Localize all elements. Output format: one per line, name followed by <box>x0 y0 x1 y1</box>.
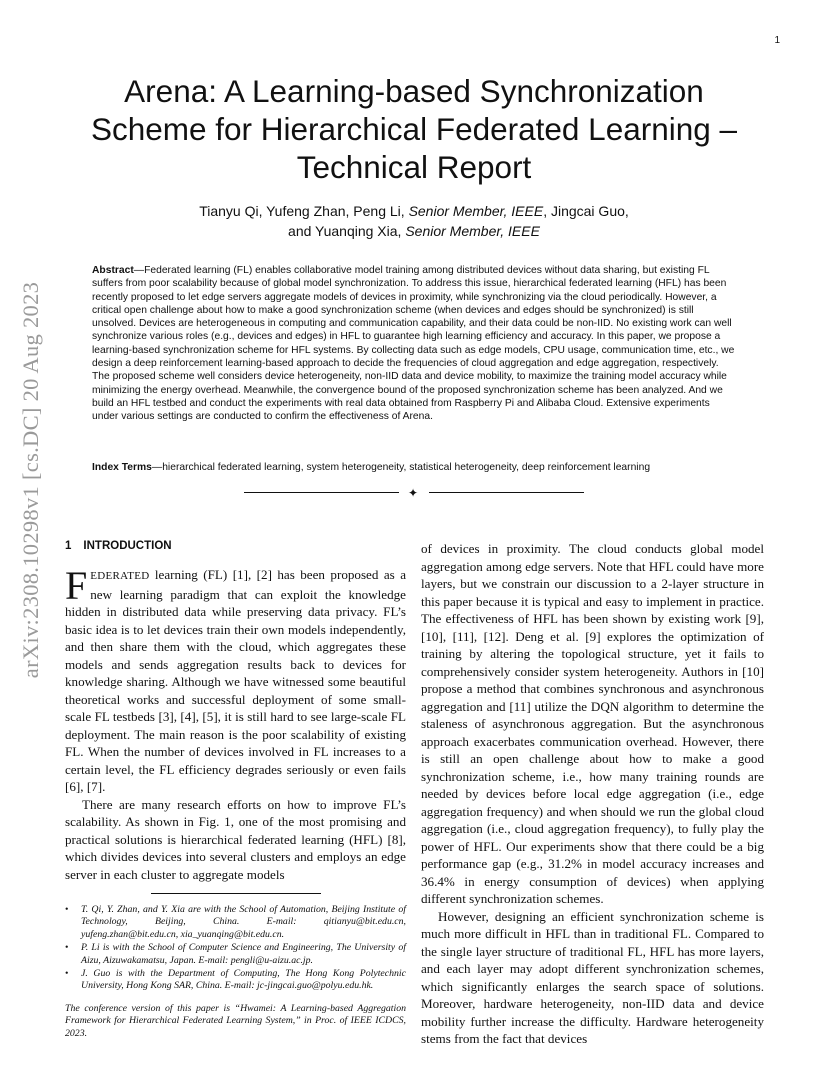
section-heading <box>65 540 406 556</box>
footnote-item <box>65 904 406 941</box>
authors-line1-part2: , Jingcai Guo, <box>543 203 629 219</box>
divider-line-left <box>244 492 399 493</box>
section-divider <box>244 487 584 499</box>
index-terms-label: Index Terms <box>92 462 152 473</box>
author-list <box>100 201 728 241</box>
affiliation-footnotes <box>65 904 406 993</box>
intro-paragraph-4: However, designing an efficient synchronization scheme is much more difficult in HFL than in traditional FL. Compared to the single layer structure of traditional FL, HFL has more layers, and each layer may adopt different synchronization schemes, which significantly enlarges the search space of solutions. Moreover, hardware heterogeneity, non-IID data and device mobility further increase the difficulty. Hardware heterogeneity stems from the fact that devices <box>421 908 764 1046</box>
divider-diamond-icon: ✦ <box>408 486 419 500</box>
drop-cap: F <box>65 563 88 608</box>
drop-cap-continuation: EDERATED <box>90 570 150 582</box>
intro-paragraph-1 <box>65 563 406 796</box>
authors-line1-role: Senior Member, IEEE <box>408 203 544 219</box>
index-terms-text: —hierarchical federated learning, system heterogeneity, statistical heterogeneity, deep reinforcement learning <box>151 462 651 473</box>
page-number: 1 <box>774 35 780 46</box>
abstract <box>92 264 736 424</box>
index-terms <box>92 461 736 474</box>
footnote-item <box>65 968 406 993</box>
paper-title: Arena: A Learning-based Synchronization Scheme for Hierarchical Federated Learning – Technical Report <box>90 73 738 185</box>
left-column <box>65 540 406 1040</box>
right-column <box>421 540 764 1048</box>
divider-line-right <box>429 492 584 493</box>
section-number: 1 <box>65 540 72 552</box>
section-title-initial: I <box>83 540 87 552</box>
conference-version-note: The conference version of this paper is “Hwamei: A Learning-based Aggregation Framework for Hierarchical Federated Learning System,” in Proc. of IEEE ICDCS, 2023. <box>65 1002 406 1039</box>
authors-line2-part1: and Yuanqing Xia, <box>288 223 402 239</box>
intro-paragraph-2: There are many research efforts on how to improve FL’s scalability. As shown in Fig. 1, one of the most promising and practical solutions is hierarchical federated learning (HFL) [8], which divides devices into several clusters and employs an edge server in each cluster to aggregate models <box>65 796 406 882</box>
section-title-rest: NTRODUCTION <box>86 540 172 552</box>
abstract-label: Abstract <box>92 265 134 276</box>
footnote-bullet: • <box>65 942 69 954</box>
footnote-text: P. Li is with the School of Computer Science and Engineering, The University of Aizu, Aizuwakamatsu, Japan. E-mail: pengli@u-aizu.ac.jp. <box>81 942 406 966</box>
abstract-text: —Federated learning (FL) enables collaborative model training among distributed devices without data sharing, but existing FL suffers from poor scalability because of global model synchronization. To address this issue, hierarchical federated learning (HFL) has been recently proposed to let edge servers aggregate models of devices in proximity, while synchronizing via the cloud periodically. However, a critical open challenge about how to make a good synchronization scheme (when devices and edges should be synchronized) is still unsolved. Devices are heterogeneous in computing and communication capability, and their data could be non-IID. No existing work can well synchronize various roles (e.g., devices and edges) in HFL to guarantee high learning efficiency and accuracy. In this paper, we propose a learning-based synchronization scheme for HFL systems. By collecting data such as edge models, CPU usage, communication time, etc., we design a deep reinforcement learning-based approach to decide the frequencies of cloud aggregation and edge aggregation, respectively. The proposed scheme well considers device heterogeneity, non-IID data and device mobility, to maximize the training model accuracy while minimizing the energy overhead. Meanwhile, the convergence bound of the proposed synchronization scheme has been analyzed. And we build an HFL testbed and conduct the experiments with real data obtained from Raspberry Pi and Alibaba Cloud. Extensive experiments under various settings are conducted to confirm the effectiveness of Arena. <box>92 265 735 423</box>
footnote-bullet: • <box>65 968 69 980</box>
authors-line1-part1: Tianyu Qi, Yufeng Zhan, Peng Li, <box>199 203 405 219</box>
footnote-text: J. Guo is with the Department of Computing, The Hong Kong Polytechnic University, Hong Kong SAR, China. E-mail: jc-jingcai.guo@polyu.edu.hk. <box>81 968 406 992</box>
footnote-item <box>65 942 406 967</box>
arxiv-identifier-text: arXiv:2308.10298v1 [cs.DC] 20 Aug 2023 <box>18 281 43 678</box>
authors-line2-role: Senior Member, IEEE <box>405 223 540 239</box>
footnote-text: T. Qi, Y. Zhan, and Y. Xia are with the School of Automation, Beijing Institute of Technology, Beijing, China. E-mail: qitianyu@bit.edu.cn, yufeng.zhan@bit.edu.cn, xia_yuanqing@bit.edu.cn. <box>81 904 406 940</box>
footnote-bullet: • <box>65 904 69 915</box>
intro-paragraph-1-text: learning (FL) [1], [2] has been proposed as a new learning paradigm that can exploit the knowledge hidden in distributed data while preserving data privacy. FL’s basic idea is to let devices train their own models independently, and then share them with the cloud, which aggregates these models and sends aggregation results back to devices for knowledge sharing. Although we have witnessed some beautiful theoretical works and successful deployment of some small-scale FL testbeds [3], [4], [5], it is still hard to see large-scale FL deployment. The main reason is the poor scalability of existing FL. When the number of devices involved in FL increases to a certain level, the FL efficiency degrades seriously or even fails [6], [7]. <box>65 567 406 794</box>
intro-paragraph-3: of devices in proximity. The cloud conducts global model aggregation among edge servers. Note that HFL could have more layers, but we constrain our discussion to a 2-layer structure in this paper because it is typical and easy to implement in practice. The effectiveness of HFL has been shown by existing work [9], [10], [11], [12]. Deng et al. [9] explores the optimization of training by altering the topological structure, yet it fails to comprehensively consider system heterogeneity. Authors in [10] propose a method that combines synchronous and asynchronous aggregation and [11] utilize the DQN algorithm to determine the staleness of asynchronous aggregation. But the asynchronous approach exacerbates communication overhead. However, there is still an open challenge about how to make a good synchronization scheme, i.e., how many training rounds are needed by devices before local edge aggregation (i.e., edge aggregation frequency) and when should we run the global cloud aggregation (i.e., cloud aggregation frequency), to fully play the power of HFL. Our experiments show that there could be a big performance gap (e.g., 31.2% in model accuracy increases and 36.4% in energy consumption of devices) when applying different synchronization schemes. <box>421 541 764 906</box>
footnote-rule <box>151 893 321 894</box>
arxiv-identifier-stamp <box>13 252 49 707</box>
